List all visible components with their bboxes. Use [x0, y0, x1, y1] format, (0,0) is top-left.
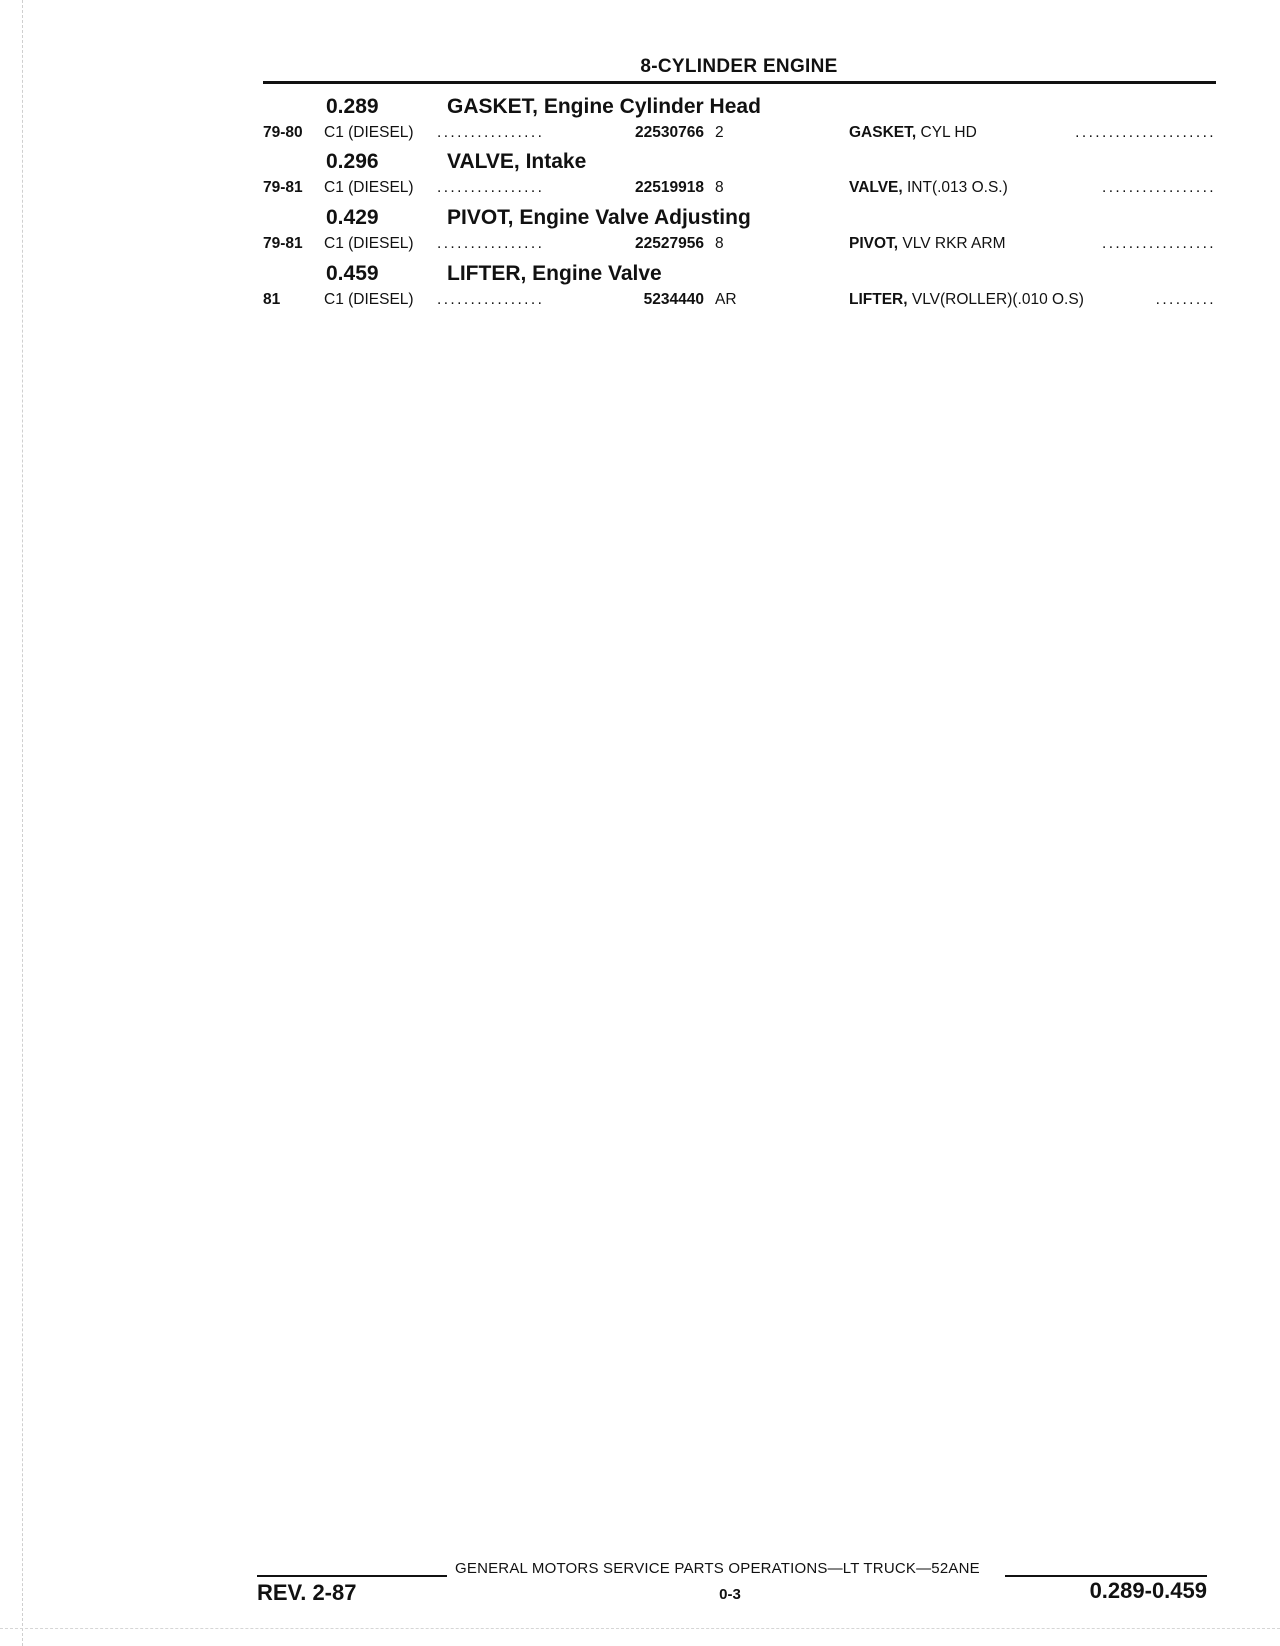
scan-edge-bottom [0, 1628, 1280, 1630]
model-code: C1 (DIESEL) [324, 235, 414, 252]
quantity: 2 [715, 124, 724, 141]
leader-dots: ................ [437, 124, 545, 141]
part-row [263, 179, 1216, 199]
part-number: 22530766 [635, 124, 704, 141]
reference-range: 0.289-0.459 [1089, 1578, 1207, 1603]
parts-entry [263, 95, 1216, 151]
footer-publisher: GENERAL MOTORS SERVICE PARTS OPERATIONS—LT TRUCK—52ANE [455, 1560, 980, 1577]
description-detail: VLV RKR ARM [898, 235, 1006, 252]
description-detail: CYL HD [916, 124, 977, 141]
description-detail: INT(.013 O.S.) [902, 179, 1008, 196]
parts-entry [263, 150, 1216, 206]
leader-dots-right: ..................... [1075, 124, 1216, 141]
quantity: 8 [715, 235, 724, 252]
description-noun: LIFTER, [849, 291, 908, 308]
leader-dots-right: ................. [1101, 235, 1216, 252]
part-group-title: GASKET, Engine Cylinder Head [447, 95, 761, 118]
leader-dots: ................ [437, 291, 545, 308]
section-title: 8-CYLINDER ENGINE [640, 56, 838, 77]
model-years: 81 [263, 291, 281, 308]
part-group-title: PIVOT, Engine Valve Adjusting [447, 206, 751, 229]
part-number: 22527956 [635, 235, 704, 252]
reference-number: 0.429 [326, 206, 379, 229]
scan-edge-left [22, 0, 24, 1646]
reference-number: 0.296 [326, 150, 379, 173]
model-years: 79-80 [263, 124, 303, 141]
leader-dots: ................ [437, 179, 545, 196]
part-group-title: VALVE, Intake [447, 150, 587, 173]
reference-number: 0.289 [326, 95, 379, 118]
part-description [849, 291, 1084, 309]
part-number: 5234440 [643, 291, 704, 308]
part-row [263, 291, 1216, 311]
revision-date: REV. 2-87 [257, 1580, 357, 1605]
leader-dots-right: ......... [1155, 291, 1216, 308]
description-noun: PIVOT, [849, 235, 899, 252]
part-number: 22519918 [635, 179, 704, 196]
part-group-title: LIFTER, Engine Valve [447, 262, 662, 285]
model-code: C1 (DIESEL) [324, 179, 414, 196]
part-row [263, 124, 1216, 144]
part-description [849, 179, 1008, 197]
leader-dots-right: ................. [1101, 179, 1216, 196]
page-number: 0-3 [719, 1586, 741, 1603]
description-noun: VALVE, [849, 179, 903, 196]
part-description [849, 124, 977, 142]
footer-rule-right [1005, 1575, 1207, 1577]
reference-number: 0.459 [326, 262, 379, 285]
model-years: 79-81 [263, 235, 303, 252]
leader-dots: ................ [437, 235, 545, 252]
model-code: C1 (DIESEL) [324, 291, 414, 308]
quantity: AR [715, 291, 737, 308]
description-noun: GASKET, [849, 124, 917, 141]
model-years: 79-81 [263, 179, 303, 196]
description-detail: VLV(ROLLER)(.010 O.S) [907, 291, 1084, 308]
quantity: 8 [715, 179, 724, 196]
part-row [263, 235, 1216, 255]
part-description [849, 235, 1006, 253]
footer-rule-left [257, 1575, 447, 1577]
parts-entry [263, 262, 1216, 318]
model-code: C1 (DIESEL) [324, 124, 414, 141]
header-rule [263, 81, 1216, 84]
parts-entry [263, 206, 1216, 262]
